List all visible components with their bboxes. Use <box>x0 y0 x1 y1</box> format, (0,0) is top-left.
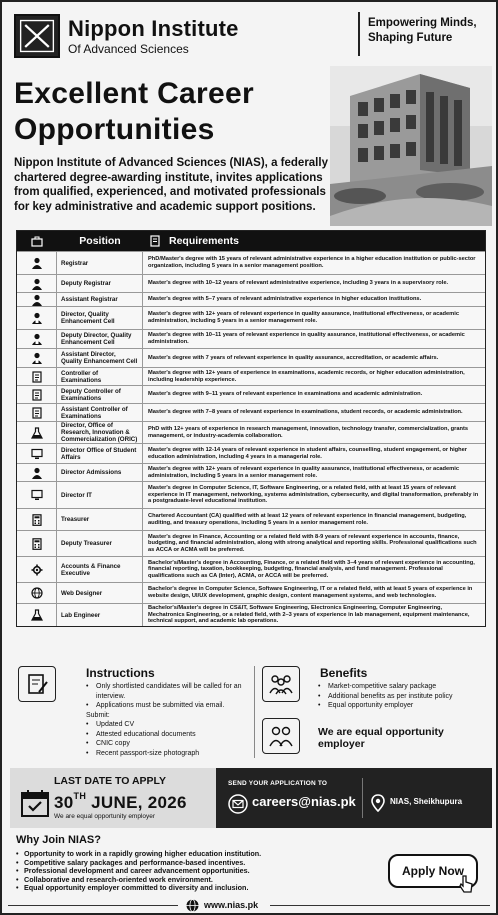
table-row <box>17 421 485 443</box>
table-row <box>17 530 485 556</box>
requirements-cell: Master's degree with 12+ years of relevant experience in quality assurance, institutional effectiveness, or academic administration, including 5 years in a senior management role. <box>148 465 459 479</box>
footer <box>2 898 496 914</box>
list-item: • Equal opportunity employer committed to diversity and inclusion. <box>16 884 366 893</box>
table-row <box>17 403 485 421</box>
requirements-cell: Master's degree with 12+ years of relevant experience in quality assurance, institutional effectiveness, or academic administration, including 5 years in a senior management role. <box>148 311 459 324</box>
application-email-link[interactable]: careers@nias.pk <box>252 794 356 809</box>
flask-icon <box>17 604 57 626</box>
requirements-cell: Bachelor's/Master's degree in CS&IT, Software Engineering, Electronics Engineering, Computer Engineering, Mechatronics Engineering, or a related field, with 2–3 years of experience in lab management, equipment maintenance, technical support, and academic lab operations. <box>148 605 470 625</box>
requirements-cell: Master's degree with 7–8 years of relevant experience in examinations, student records, or academic administration. <box>148 409 463 416</box>
position-cell: Director, Office of Research, Innovation & Commercialization (ORIC) <box>57 422 143 443</box>
position-cell: Director Admissions <box>57 464 143 481</box>
position-cell: Deputy Director, Quality Enhancement Cell <box>57 330 143 348</box>
list-item: • Market-competitive salary package <box>318 682 493 692</box>
table-body <box>17 251 485 626</box>
document-icon <box>17 386 57 403</box>
table-row <box>17 556 485 582</box>
table-row <box>17 348 485 367</box>
benefits-list <box>318 682 493 711</box>
person-icon <box>17 293 57 306</box>
table-row <box>17 443 485 463</box>
requirements-cell: Master's degree with 7 years of relevant experience in quality assurance, accreditation, or academic affairs. <box>148 354 439 361</box>
calendar-icon <box>20 788 50 818</box>
position-cell: Accounts & Finance Executive <box>57 557 143 582</box>
requirements-cell: Master's degree with 10–11 years of relevant experience in quality assurance, institutional effectiveness, or academic administration. <box>148 332 465 345</box>
slogan <box>368 16 498 46</box>
mail-icon <box>228 794 248 814</box>
gear-icon <box>17 557 57 582</box>
table-row <box>17 582 485 603</box>
deadline-band <box>10 768 492 828</box>
list-item: • Updated CV <box>86 720 256 730</box>
instructions-section <box>16 662 251 762</box>
instructions-list <box>86 682 256 758</box>
title-line-1: Excellent Career <box>14 77 254 110</box>
page-title <box>14 76 334 148</box>
institute-logo <box>14 14 60 58</box>
requirements-cell: Master's degree with 12+ years of experience in examinations, academic records, or higher education administration, including leadership experience. <box>148 369 465 383</box>
requirements-cell: PhD/Master's degree with 15 years of relevant administrative experience in a higher education institution or public-sector organization, including 5 years in a senior management position. <box>148 256 476 269</box>
requirements-label: Requirements <box>169 235 240 247</box>
requirements-cell: Master's degree with 12-14 years of relevant experience in student affairs, counselling, student engagement, or higher education administration, including 4 years in a managerial role. <box>148 446 467 460</box>
equal-line-2: employer <box>318 738 365 750</box>
equal-opportunity-note: We are equal opportunity employer <box>54 813 156 820</box>
people-icon <box>262 718 300 754</box>
list-item: • CNIC copy <box>86 739 256 749</box>
table-header <box>17 231 485 251</box>
table-row <box>17 251 485 274</box>
badge-icon <box>17 349 57 367</box>
footer-line-left <box>8 905 178 906</box>
why-join-list <box>16 850 366 893</box>
website-link[interactable]: www.nias.pk <box>204 900 259 910</box>
requirements-cell: Master's degree in Computer Science, IT, Software Engineering, or a related field, with at least 15 years of relevant experience in IT management, networking, systems administration, cybersecurity, and digital transformation, preferably in a postgraduate-level educational institution. <box>148 485 479 505</box>
list-item: • Recent passport-size photograph <box>86 749 256 759</box>
position-cell: Controller of Examinations <box>57 368 143 385</box>
group-icon <box>262 666 300 702</box>
position-cell: Deputy Registrar <box>57 275 143 292</box>
section-divider <box>254 666 255 758</box>
position-column-header: Position <box>79 235 121 247</box>
table-row <box>17 329 485 348</box>
document-icon <box>149 235 161 247</box>
institute-subtitle: Of Advanced Sciences <box>68 42 189 56</box>
list-item: • Professional development and career advancement opportunities. <box>16 867 366 876</box>
monitor-icon <box>17 444 57 463</box>
list-item: • Attested educational documents <box>86 730 256 740</box>
list-item: • Additional benefits as per institute policy <box>318 692 493 702</box>
clipboard-icon <box>18 666 56 702</box>
institute-name: Nippon Institute <box>68 16 239 41</box>
requirements-cell: Chartered Accountant (CA) qualified with at least 12 years of relevant experience in financial management, budgeting, auditing, and treasury operations, including 5 years in a senior management role. <box>148 512 467 526</box>
equal-line-1: We are equal opportunity <box>318 726 444 738</box>
position-cell: Director, Quality Enhancement Cell <box>57 307 143 329</box>
deadline-month-year: JUNE, 2026 <box>91 793 187 812</box>
table-row <box>17 603 485 626</box>
position-cell: Lab Engineer <box>57 604 143 626</box>
logo-mark-icon <box>16 16 58 56</box>
table-row <box>17 508 485 530</box>
position-cell: Assistant Director, Quality Enhancement Cell <box>57 349 143 367</box>
requirements-cell: Master's degree with 10–12 years of relevant administrative experience, including 3 years in a supervisory role. <box>148 280 449 287</box>
header <box>10 10 492 58</box>
globe-icon <box>186 899 199 912</box>
person-icon <box>17 464 57 481</box>
title-line-2: Opportunities <box>14 113 215 146</box>
position-cell: Deputy Controller of Examinations <box>57 386 143 403</box>
footer-line-right <box>270 905 490 906</box>
positions-table <box>16 230 486 627</box>
table-row <box>17 385 485 403</box>
requirements-cell: Bachelor's/Master's degree in Accounting, Finance, or a related field with 3–4 years of relevant experience in accounting, financial reporting, taxation, bookkeeping, budgeting, financial analysis, and fund management. Professional qualifications such as CA (Inter), ACMA, or ACCA will be preferred. <box>148 559 475 579</box>
requirements-cell: Master's degree with 5–7 years of relevant administrative experience in higher education institutions. <box>148 296 422 303</box>
document-icon <box>17 404 57 421</box>
apply-now-button[interactable]: Apply Now <box>388 854 478 888</box>
globe-icon <box>17 583 57 603</box>
hand-cursor-icon <box>458 874 474 894</box>
requirements-column-header <box>143 231 485 251</box>
table-row <box>17 306 485 329</box>
monitor-icon <box>17 482 57 508</box>
requirements-cell: Master's degree in Finance, Accounting or a related field with 8-9 years of relevant experience in accounts, finance, budgeting, and financial administration, along with strong analytical and reporting skills. Professional qualifications such as ACCA or ACMA will be preferred. <box>148 533 477 553</box>
list-item: • Competitive salary packages and performance-based incentives. <box>16 859 366 868</box>
position-cell: Assistant Controller of Examinations <box>57 404 143 421</box>
list-item: • Only shortlisted candidates will be called for an interview. <box>86 682 256 701</box>
position-cell: Deputy Treasurer <box>57 531 143 556</box>
flask-icon <box>17 422 57 443</box>
benefits-section <box>260 662 490 762</box>
document-icon <box>17 368 57 385</box>
band-divider <box>362 778 363 818</box>
table-row <box>17 274 485 292</box>
list-item: • Equal opportunity employer <box>318 701 493 711</box>
intro-paragraph: Nippon Institute of Advanced Sciences (NIAS), a federally chartered degree-awarding institute, invites applications from qualified, experienced, and motivated professionals for key administrative and academic support positions. <box>14 157 328 213</box>
position-cell: Director Office of Student Affairs <box>57 444 143 463</box>
requirements-cell: PhD with 12+ years of experience in research management, innovation, technology transfer, commercialization, grants management, or industry-academia collaboration. <box>148 425 469 439</box>
benefits-heading: Benefits <box>320 666 368 680</box>
deadline-suffix: TH <box>73 791 87 801</box>
slogan-line-1: Empowering Minds, <box>368 17 477 29</box>
position-cell: Web Designer <box>57 583 143 603</box>
requirements-cell: Master's degree with 9–11 years of relevant experience in examinations and academic administration. <box>148 391 423 398</box>
slogan-line-2: Shaping Future <box>368 32 453 44</box>
instructions-heading: Instructions <box>86 666 155 680</box>
deadline-panel <box>10 768 216 828</box>
submit-label: Submit: <box>86 711 110 719</box>
position-cell: Director IT <box>57 482 143 508</box>
briefcase-icon <box>17 231 57 251</box>
header-divider <box>358 12 360 56</box>
why-join-heading: Why Join NIAS? <box>16 834 101 846</box>
location-text: NIAS, Sheikhupura <box>390 797 463 806</box>
list-item: • Opportunity to work in a rapidly growing higher education institution. <box>16 850 366 859</box>
last-date-label: LAST DATE TO APPLY <box>54 775 167 787</box>
building-photo <box>330 66 492 226</box>
badge-icon <box>17 307 57 329</box>
list-item: • Applications must be submitted via email. <box>86 701 256 711</box>
badge-icon <box>17 330 57 348</box>
person-icon <box>17 275 57 292</box>
table-row <box>17 481 485 508</box>
position-cell: Assistant Registrar <box>57 293 143 306</box>
list-item: • Collaborative and research-oriented work environment. <box>16 876 366 885</box>
position-cell: Treasurer <box>57 509 143 530</box>
location-pin-icon <box>370 794 386 812</box>
person-icon <box>17 252 57 274</box>
position-cell: Registrar <box>57 252 143 274</box>
table-row <box>17 367 485 385</box>
calculator-icon <box>17 531 57 556</box>
requirements-cell: Bachelor's degree in Computer Science, Software Engineering, IT or a related field, with at least 5 years of experience in website design, UI/UX development, graphic design, content management systems, and web technologies. <box>148 586 473 599</box>
table-row <box>17 292 485 306</box>
table-row <box>17 463 485 481</box>
calculator-icon <box>17 509 57 530</box>
equal-opportunity-statement <box>318 726 493 750</box>
send-application-label: SEND YOUR APPLICATION TO <box>228 780 328 787</box>
deadline-day: 30 <box>54 793 74 812</box>
deadline-date <box>54 793 187 813</box>
